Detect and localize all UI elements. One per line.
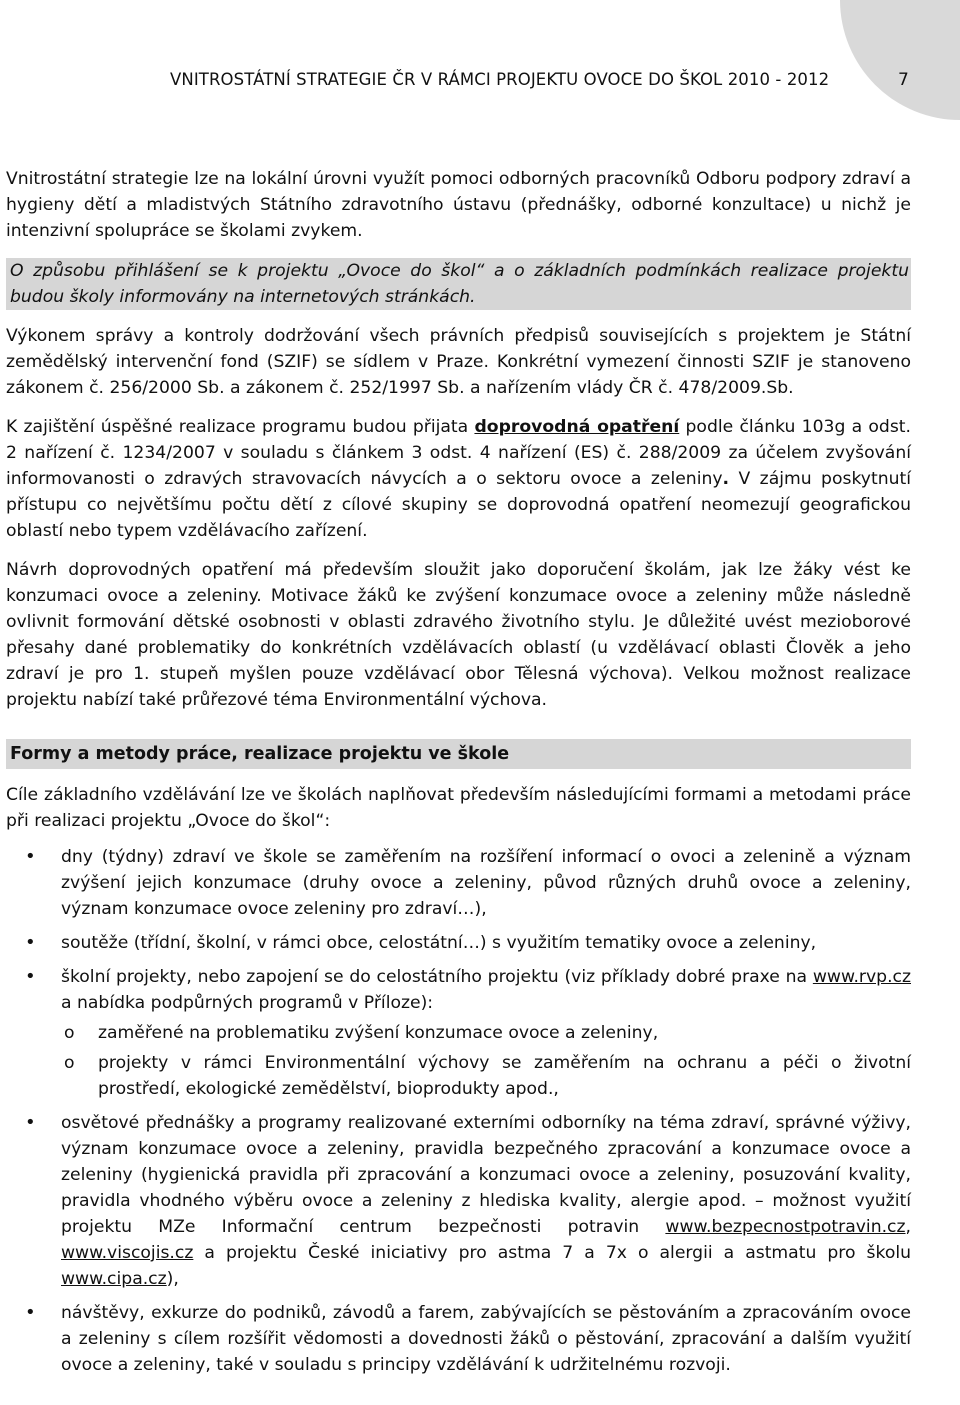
measures-link: doprovodná opatření (474, 417, 680, 437)
measures-text-a: K zajištění úspěšné realizace programu budou přijata (6, 417, 475, 437)
projects-text-b: a nabídka podpůrných programů v Příloze): (61, 993, 434, 1013)
lectures-text-b: , (905, 1217, 911, 1237)
list-item-excursions: • návštěvy, exkurze do podniků, závodů a farem, zabývajících se pěstováním a zpracováním ovoce a zeleniny s cílem rozšířit vědomosti a dovednosti žáků o pěstování, zpracování a dalším využití ovoce a zeleniny, také v souladu s principy vzdělávání k udržitelnému rozvoji. (61, 1300, 911, 1378)
paragraph-szif: Výkonem správy a kontroly dodržování všech právních předpisů souvisejících s projektem je Státní zemědělský intervenční fond (SZIF) se sídlem v Praze. Konkrétní vymezení činnosti SZIF je stanoveno zákonem č. 256/2000 Sb. a zákonem č. 252/1997 Sb. a nařízením vlády ČR č. 478/2009.Sb. (6, 326, 911, 398)
highlighted-note: O způsobu přihlášení se k projektu „Ovoce do škol“ a o základních podmínkách realizace projektu budou školy informovány na internetových stránkách. (6, 258, 911, 310)
list-item-lectures (61, 1110, 911, 1292)
bezpecnostpotravin-link[interactable]: www.bezpecnostpotravin.cz (665, 1217, 906, 1237)
paragraph-intro: Vnitrostátní strategie lze na lokální úrovni využít pomoci odborných pracovníků Odboru podpory zdraví a hygieny dětí a mladistvých Státního zdravotního ústavu (přednášky, odborné konzultace) u nichž je intenzivní spolupráce se školami zvykem. (6, 169, 911, 241)
list-item-competitions: • soutěže (třídní, školní, v rámci obce, celostátní…) s využitím tematiky ovoce a zeleniny, (61, 930, 911, 956)
rvp-link[interactable]: www.rvp.cz (812, 967, 911, 987)
measures-dot: . (722, 469, 730, 489)
projects-text-a: školní projekty, nebo zapojení se do celostátního projektu (viz příklady dobré praxe na (61, 967, 813, 987)
paragraph-proposal: Návrh doprovodných opatření má především sloužit jako doporučení školám, jak lze žáky vést ke konzumaci ovoce a zeleniny. Motivace žáků ke zvýšení konzumace ovoce a zeleniny může následně ovlivnit formování dětské osobnosti v oblasti zdravého životního stylu. Je důležité uvést mezioborové přesahy dané problematiky do konkrétních vzdělávacích oblastí (u vzdělávací oblasti Člověk a jeho zdraví je pro 1. stupeň myšlen pouze vzdělávací obor Tělesná výchova). Velkou možnost realizace projektu nabízí také průřezové téma Environmentální výchova. (6, 560, 911, 710)
page-header: VNITROSTÁTNÍ STRATEGIE ČR V RÁMCI PROJEKTU OVOCE DO ŠKOL 2010 - 2012 (170, 70, 830, 89)
viscojis-link[interactable]: www.viscojis.cz (61, 1243, 194, 1263)
methods-list (6, 844, 911, 1378)
lectures-text-a: osvětové přednášky a programy realizované externími odborníky na téma zdraví, správné výživy, význam konzumace ovoce a zeleniny, pravidla bezpečného zpracování a konzumace ovoce a zeleniny (hygienická pravidla při zpracování a konzumaci ovoce a zeleniny, posuzování kvality, pravidla vhodného výběru ovoce a zeleniny z hlediska kvality, alergie apod. – možnost využití projektu MZe Informační centrum bezpečnosti potravin (61, 1113, 911, 1237)
list-item-health-days: • dny (týdny) zdraví ve škole se zaměřením na rozšíření informací o ovoci a zelenině a význam zvýšení jejich konzumace (druhy ovoce a zeleniny, původ různých druhů ovoce a zeleniny, význam konzumace ovoce zeleniny pro zdraví…), (61, 844, 911, 922)
measures-text-c: V zájmu poskytnutí přístupu co největšímu počtu dětí z cílové skupiny se doprovodná opatření neomezují geografickou oblastí nebo typem vzdělávacího zařízení. (6, 469, 911, 541)
page-number: 7 (898, 70, 909, 90)
paragraph-goals: Cíle základního vzdělávání lze ve školách naplňovat především následujícími formami a metodami práce při realizaci projektu „Ovoce do škol“: (6, 785, 911, 831)
section-heading: Formy a metody práce, realizace projektu ve škole (6, 739, 911, 769)
page-corner-decoration (840, 0, 960, 120)
sublist-item-focus: o zaměřené na problematiku zvýšení konzumace ovoce a zeleniny, (98, 1020, 911, 1046)
document-body (6, 166, 911, 1378)
sublist-item-environment: o projekty v rámci Environmentální výchovy se zaměřením na ochranu a péči o životní prostředí, ekologické zemědělství, bioprodukty apod., (98, 1050, 911, 1102)
list-item-school-projects (61, 964, 911, 1102)
cipa-link[interactable]: www.cipa.cz (61, 1269, 167, 1289)
paragraph-measures (6, 414, 911, 544)
projects-sublist (61, 1020, 911, 1102)
measures-text-b: podle článku 103g a odst. 2 nařízení č. 1234/2007 v souladu s článkem 3 odst. 4 nařízení (ES) č. 288/2009 za účelem zvyšování informovanosti o zdravých stravovacích návycích a o sektoru ovoce a zeleniny (6, 417, 911, 489)
lectures-text-c: a projektu České iniciativy pro astma 7 a 7x o alergii a astmatu pro školu (193, 1243, 911, 1263)
lectures-text-d: ), (166, 1269, 179, 1289)
